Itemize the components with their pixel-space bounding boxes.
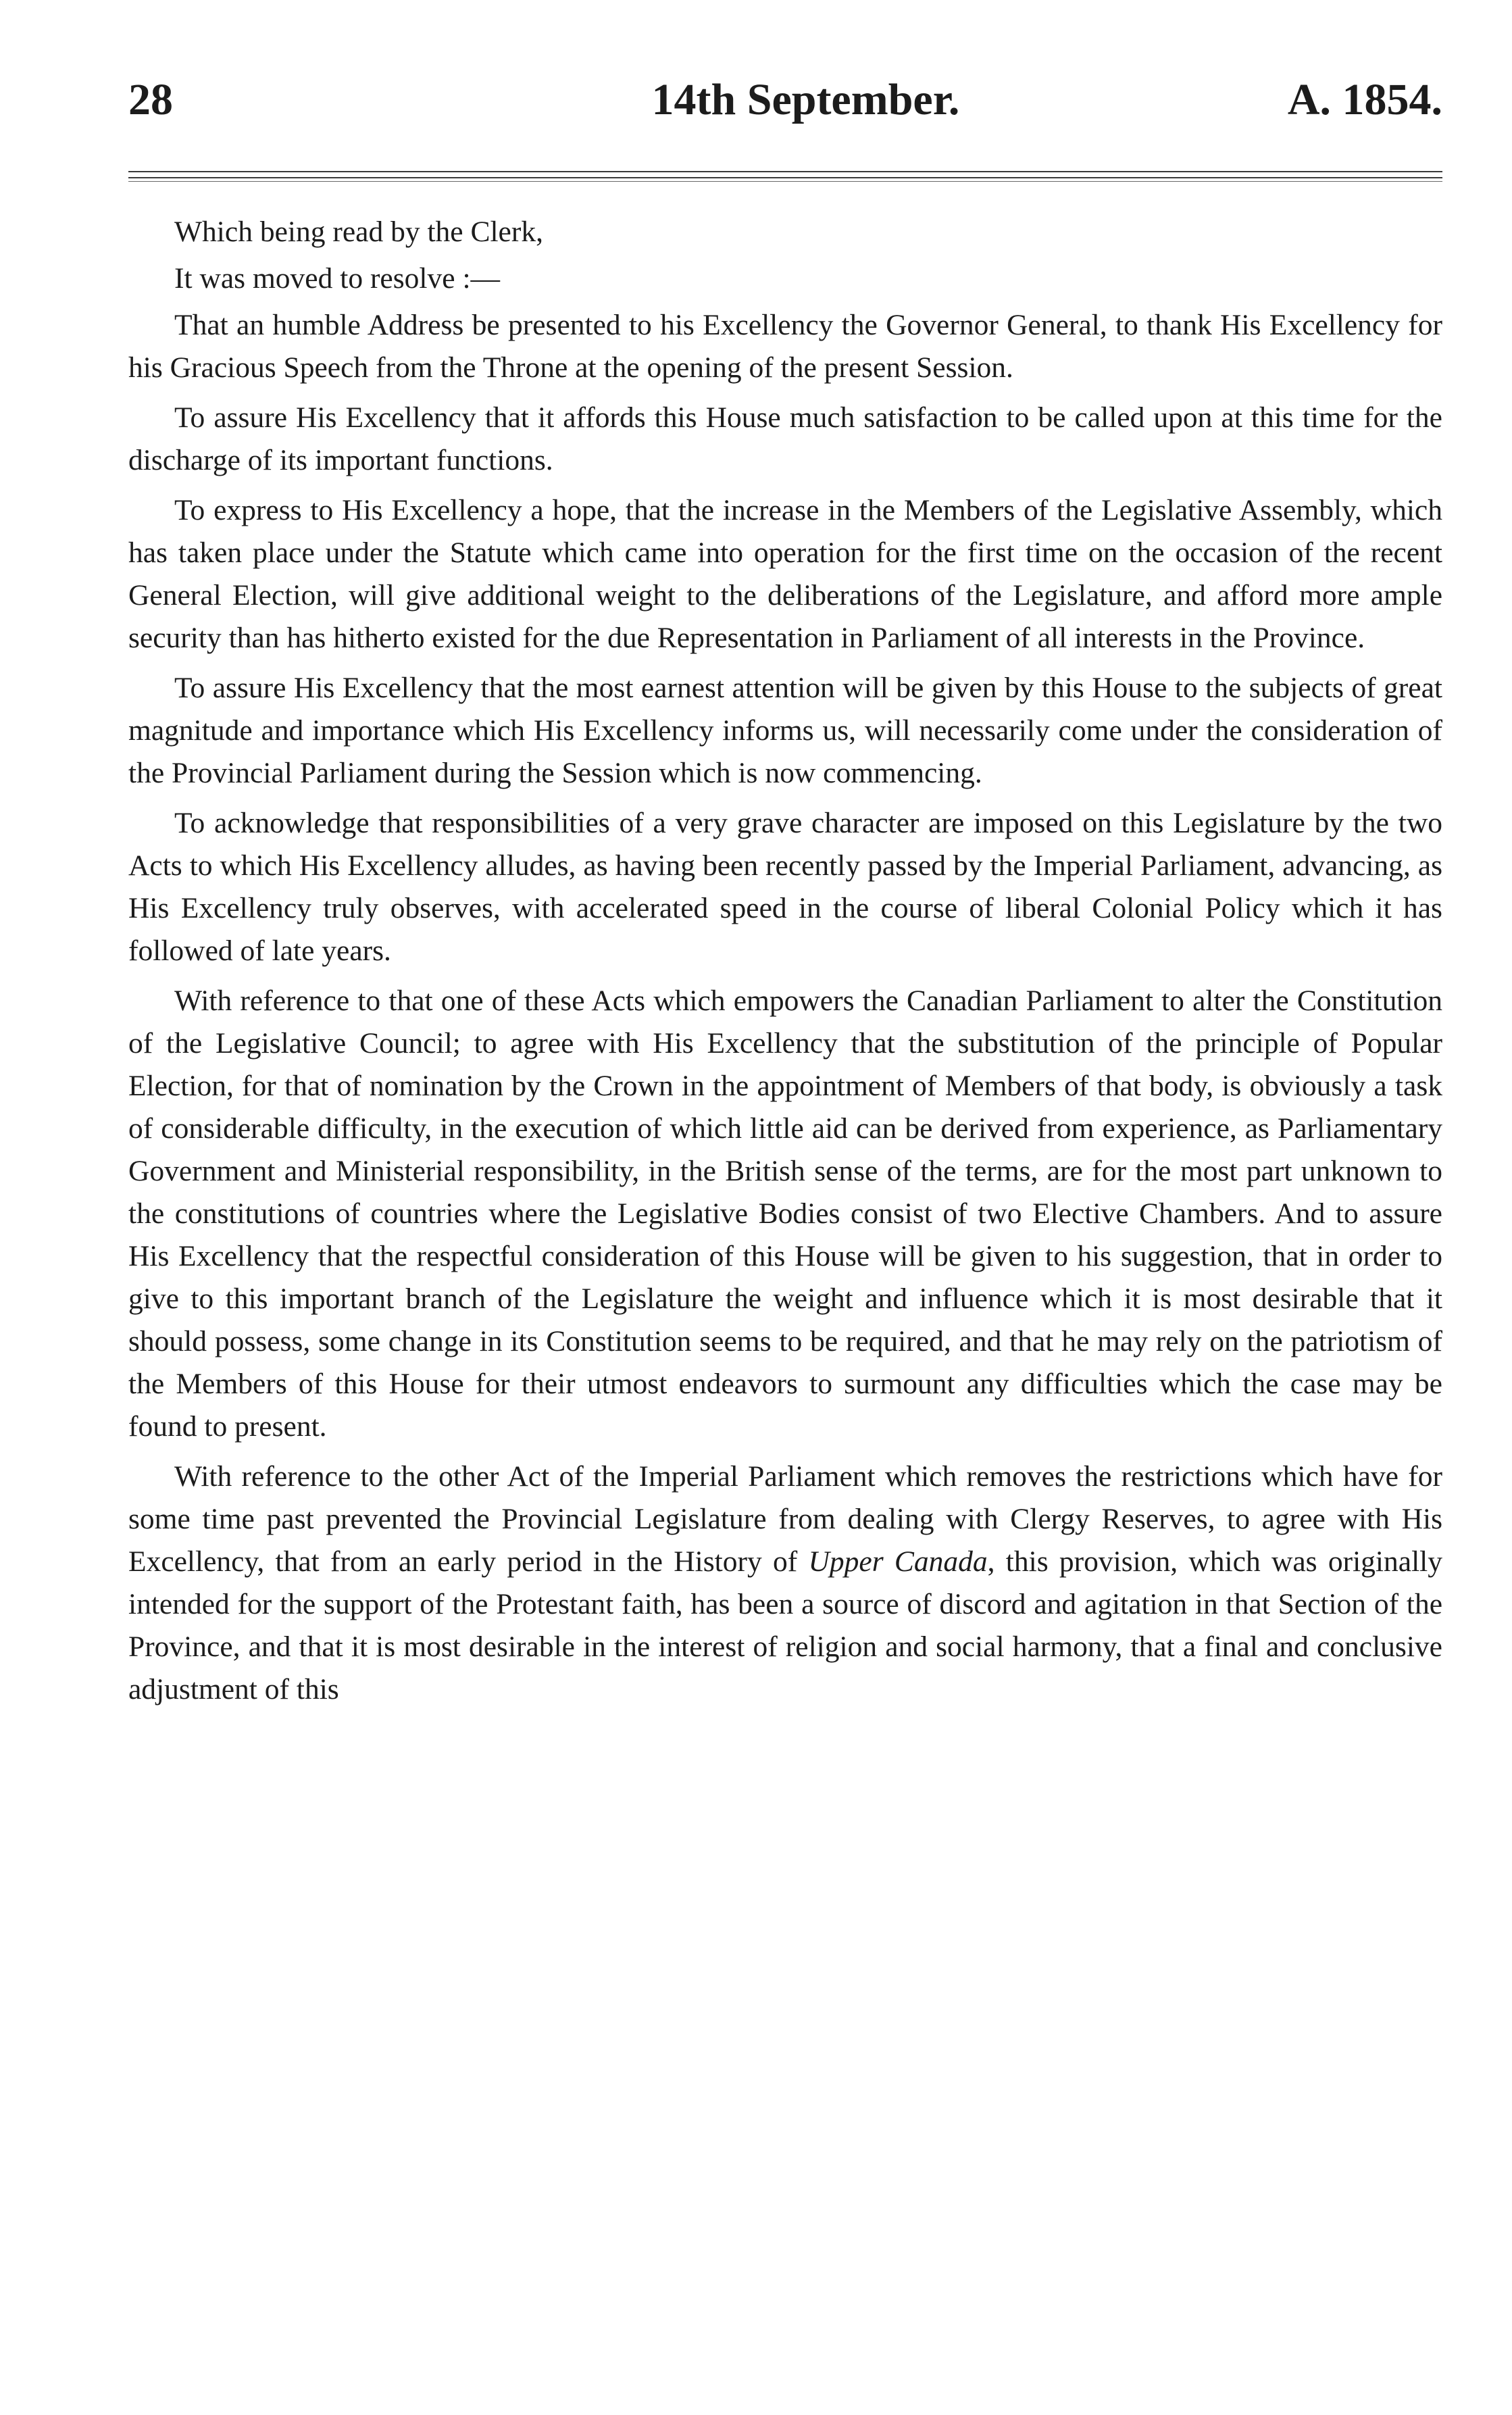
page-header [128, 59, 1442, 141]
upper-canada-italic: Upper Canada [808, 1545, 988, 1578]
clergy-text-before: With reference to the other Act of the Imperial Parliament which removes the restrictions which have for some time past prevented the Provincial Legislature from dealing with Clergy Reserves, to agree with His Excellency, that from an early period in the History of [128, 1460, 1442, 1578]
paragraph-legislative-assembly: To express to His Excellency a hope, that the increase in the Members of the Legislative Assembly, which has taken place under the Statute which came into operation for the first time on the occasion of the recent General Election, will give additional weight to the deliberations of the Legislature, and afford more ample security than has hitherto existed for the due Representation in Parliament of all interests in the Province. [128, 494, 1442, 654]
clergy-text-after: , this provision, which was originally intended for the support of the Protestant faith, has been a source of discord and agitation in that Section of the Province, and that it is most desirable in the interest of religion and social harmony, that a final and conclusive adjustment of this [128, 1545, 1442, 1706]
paragraph-humble-address: That an humble Address be presented to his Excellency the Governor General, to thank His Excellency for his Gracious Speech from the Throne at the opening of the present Session. [128, 309, 1442, 384]
paragraph-earnest-attention: To assure His Excellency that the most earnest attention will be given by this House to the subjects of great magnitude and importance which His Excellency informs us, will necessarily come under the consideration of the Provincial Parliament during the Session which is now commencing. [128, 672, 1442, 789]
paragraph-responsibilities: To acknowledge that responsibilities of a very grave character are imposed on this Legislature by the two Acts to which His Excellency alludes, as having been recently passed by the Imperial Parliament, advancing, as His Excellency truly observes, with accelerated speed in the course of liberal Colonial Policy which it has followed of late years. [128, 807, 1442, 967]
paragraph-clergy-reserves [128, 1455, 1442, 1711]
header-year: A. 1854. [1287, 75, 1442, 124]
paragraph-legislative-council: With reference to that one of these Acts which empowers the Canadian Parliament to alter the Constitution of the Legislative Council; to agree with His Excellency that the substitution of the principle of Popular Election, for that of nomination by the Crown in the appointment of Members of that body, is obviously a task of considerable difficulty, in the execution of which little aid can be derived from experience, as Parliamentary Government and Ministerial responsibility, in the British sense of the terms, are for the most part unknown to the constitutions of countries where the Legislative Bodies consist of two Elective Chambers. And to assure His Excellency that the respectful consideration of this House will be given to his suggestion, that in order to give to this important branch of the Legislature the weight and influence which it is most desirable that it should possess, some change in its Constitution seems to be required, and that he may rely on the patriotism of the Members of this House for their utmost endeavors to surmount any difficulties which the case may be found to present. [128, 985, 1442, 1443]
paragraph-read-by-clerk: Which being read by the Clerk, [174, 216, 543, 248]
header-rule-bottom [128, 181, 1442, 182]
header-rule-middle [128, 177, 1442, 178]
paragraph-moved-to-resolve: It was moved to resolve :— [174, 262, 501, 295]
paragraph-satisfaction: To assure His Excellency that it affords this House much satisfaction to be called upon at this time for the discharge of its important functions. [128, 401, 1442, 476]
header-date: 14th September. [651, 75, 960, 124]
header-rule-top [128, 171, 1442, 172]
document-body [128, 211, 1442, 1718]
document-page [128, 0, 1442, 2415]
page-number: 28 [128, 75, 173, 124]
